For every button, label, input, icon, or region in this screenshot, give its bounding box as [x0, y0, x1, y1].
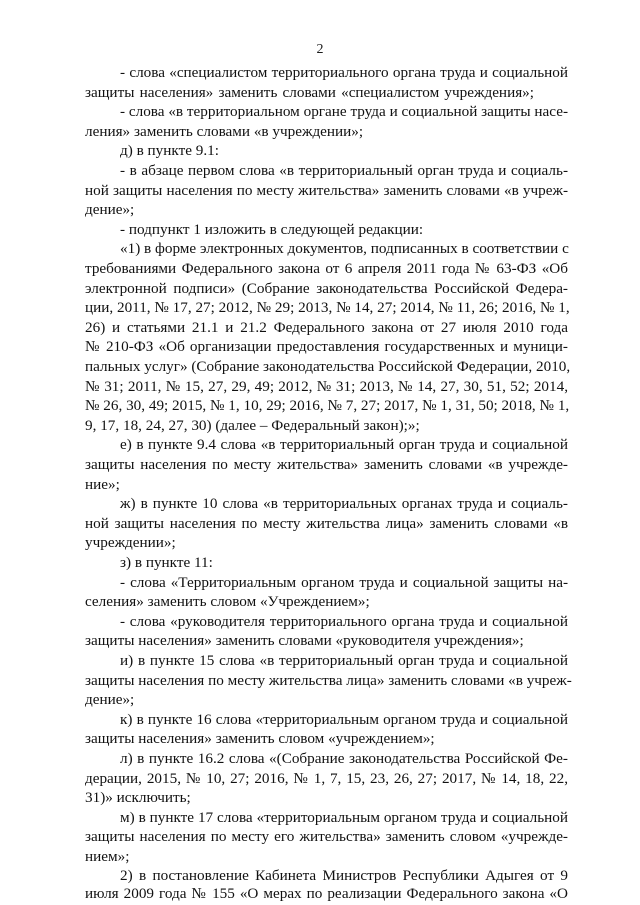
- text-line: электронной подписи» (Собрание законодательства Российской Федера-: [85, 280, 568, 297]
- text-line: июля 2009 года № 155 «О мерах по реализации Федерального закона «О: [85, 885, 568, 902]
- text-line: «1) в форме электронных документов, подписанных в соответствии с: [120, 240, 569, 257]
- text-line: 26) и статьями 21.1 и 21.2 Федерального закона от 27 июля 2010 года: [85, 319, 568, 336]
- text-line: защиты населения по месту его жительства» заменить словом «учрежде-: [85, 828, 568, 845]
- text-line: защиты населения по месту жительства» заменить словами «в учрежде-: [85, 456, 568, 473]
- text-line: и) в пункте 15 слова «в территориальный орган труда и социальной: [120, 652, 568, 669]
- text-line: 9, 17, 18, 24, 27, 30) (далее – Федеральный закон);»;: [85, 417, 420, 434]
- text-line: - слова «руководителя территориального органа труда и социальной: [120, 613, 568, 630]
- text-line: к) в пункте 16 слова «территориальным органом труда и социальной: [120, 711, 568, 728]
- text-line: учреждении»;: [85, 534, 176, 551]
- text-line: д) в пункте 9.1:: [120, 142, 219, 159]
- text-line: защиты населения» заменить словами «специалистом учреждения»;: [85, 84, 534, 101]
- text-line: ления» заменить словами «в учреждении»;: [85, 123, 364, 140]
- text-line: - слова «Территориальным органом труда и социальной защиты на-: [120, 574, 568, 591]
- text-line: ние»;: [85, 476, 120, 493]
- text-line: ной защиты населения по месту жительства» заменить словами «в учреж-: [85, 182, 568, 199]
- text-line: ной защиты населения по месту жительства лица» заменить словами «в: [85, 515, 568, 532]
- text-line: № 26, 30, 49; 2015, № 1, 10, 29; 2016, № 7, 27; 2017, № 1, 31, 50; 2018, № 1,: [85, 397, 570, 414]
- text-line: - слова «специалистом территориального органа труда и социальной: [120, 64, 568, 81]
- text-line: з) в пункте 11:: [120, 554, 213, 571]
- text-line: м) в пункте 17 слова «территориальным органом труда и социальной: [120, 809, 568, 826]
- text-line: ж) в пункте 10 слова «в территориальных органах труда и социаль-: [120, 495, 568, 512]
- text-line: дение»;: [85, 691, 135, 708]
- text-line: - слова «в территориальном органе труда и социальной защиты насе-: [120, 103, 568, 120]
- text-line: 31)» исключить;: [85, 789, 191, 806]
- text-line: № 31; 2011, № 15, 27, 29, 49; 2012, № 31; 2013, № 14, 27, 30, 51, 52; 2014,: [85, 378, 568, 395]
- text-line: защиты населения» заменить словом «учреждением»;: [85, 730, 435, 747]
- page-number: 2: [316, 42, 324, 57]
- text-line: дерации, 2015, № 10, 27; 2016, № 1, 7, 15, 23, 26, 27; 2017, № 14, 18, 22,: [85, 770, 568, 787]
- text-line: селения» заменить словом «Учреждением»;: [85, 593, 370, 610]
- text-line: - подпункт 1 изложить в следующей редакции:: [120, 221, 424, 238]
- text-line: - в абзаце первом слова «в территориальный орган труда и социаль-: [120, 162, 568, 179]
- text-line: пальных услуг» (Собрание законодательства Российской Федерации, 2010,: [85, 358, 571, 375]
- text-line: требованиями Федерального закона от 6 апреля 2011 года № 63-ФЗ «Об: [85, 260, 568, 277]
- text-line: защиты населения по месту жительства лица» заменить словами «в учреж-: [85, 672, 572, 689]
- text-line: нием»;: [85, 848, 130, 865]
- text-line: л) в пункте 16.2 слова «(Собрание законодательства Российской Фе-: [120, 750, 568, 767]
- text-line: № 210-ФЗ «Об организации предоставления государственных и муници-: [85, 338, 568, 355]
- text-line: 2) в постановление Кабинета Министров Республики Адыгея от 9: [120, 867, 568, 884]
- text-line: защиты населения» заменить словами «руководителя учреждения»;: [85, 632, 524, 649]
- text-line: дение»;: [85, 201, 135, 218]
- text-line: е) в пункте 9.4 слова «в территориальный орган труда и социальной: [120, 436, 568, 453]
- text-line: ции, 2011, № 17, 27; 2012, № 29; 2013, № 14, 27; 2014, № 11, 26; 2016, № 1,: [85, 299, 570, 316]
